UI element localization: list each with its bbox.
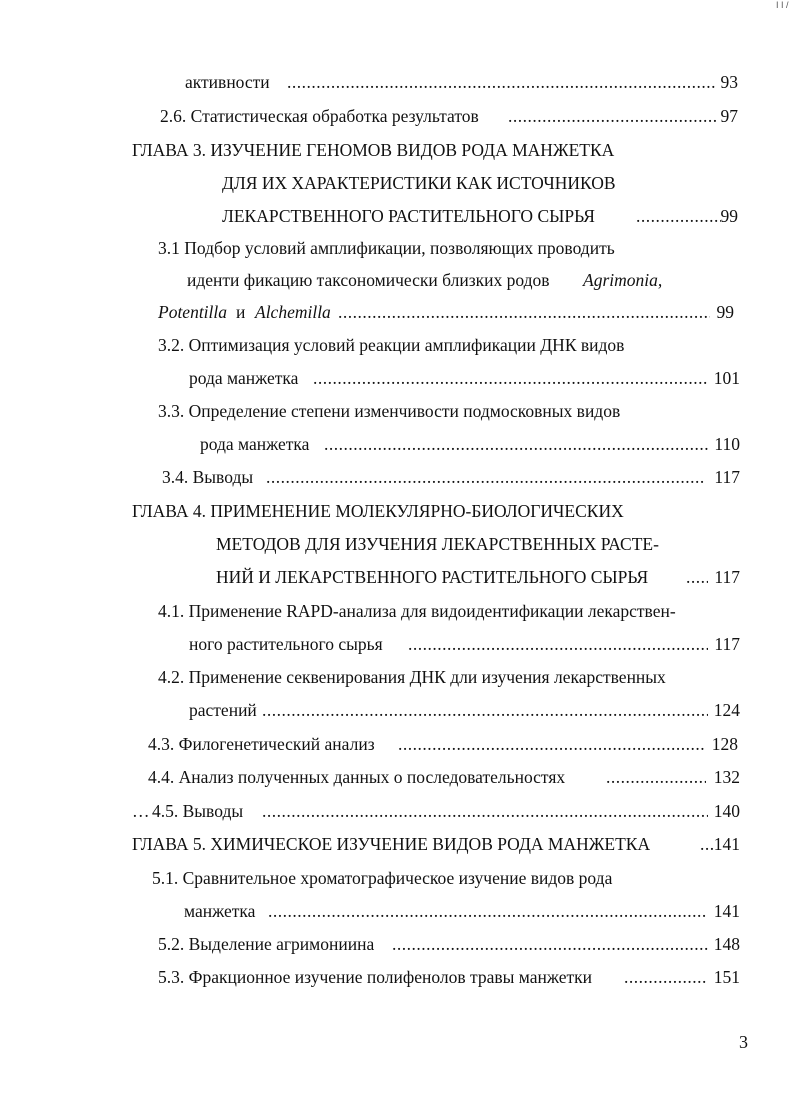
toc-entry-title: 4.3. Филогенетический анализ	[148, 734, 375, 754]
toc-entry-title: 3.2. Оптимизация условий реакции амплификации ДНК видов	[158, 335, 625, 355]
toc-entry	[0, 396, 795, 426]
genus-name: Agrimonia,	[583, 270, 663, 290]
toc-page-number: 141	[713, 834, 740, 854]
genus-name: Potentilla	[158, 302, 228, 322]
toc-entry-title: 5.1. Сравнительное хроматографическое изучение видов рода	[152, 868, 613, 888]
toc-chapter-title: НИЙ И ЛЕКАРСТВЕННОГО РАСТИТЕЛЬНОГО СЫРЬЯ	[216, 567, 649, 587]
toc-leader	[266, 462, 704, 492]
toc-entry	[0, 596, 795, 626]
toc-page-number: 117	[714, 634, 740, 654]
toc-chapter-heading	[0, 529, 795, 559]
toc-entry	[0, 265, 795, 295]
toc-leader	[287, 67, 717, 97]
toc-chapter-title: ЛЕКАРСТВЕННОГО РАСТИТЕЛЬНОГО СЫРЬЯ	[222, 206, 595, 226]
toc-entry	[0, 101, 795, 131]
toc-entry	[0, 429, 795, 459]
toc-leader	[313, 363, 708, 393]
toc-entry	[0, 67, 795, 97]
toc-leader	[392, 929, 708, 959]
toc-leader	[262, 695, 708, 725]
toc-entry	[0, 896, 795, 926]
toc-leader	[338, 297, 710, 327]
toc-leader	[398, 729, 706, 759]
toc-leader	[268, 896, 706, 926]
toc-entry-title: 4.2. Применение секвенирования ДНК дли изучения лекарственных	[158, 667, 666, 687]
toc-leader	[262, 796, 708, 826]
toc-entry-title: 3.4. Выводы	[162, 467, 254, 487]
page-number: 3	[739, 1032, 748, 1052]
toc-page-number: 93	[720, 72, 738, 92]
toc-page-number: 117	[714, 467, 740, 487]
toc-entry	[0, 629, 795, 659]
toc-page-number: 110	[714, 434, 740, 454]
toc-entry	[0, 762, 795, 792]
toc-entry	[0, 297, 795, 327]
toc-page-number: 140	[713, 801, 740, 821]
toc-chapter-title: ГЛАВА 3. ИЗУЧЕНИЕ ГЕНОМОВ ВИДОВ РОДА МАНЖЕТКА	[132, 140, 615, 160]
toc-entry-title: ного растительного сырья	[189, 634, 383, 654]
toc-chapter-heading	[0, 829, 795, 859]
toc-entry-title: манжетка	[184, 901, 256, 921]
toc-entry-title: 2.6. Статистическая обработка результатов	[160, 106, 479, 126]
toc-entry	[0, 929, 795, 959]
toc-entry	[0, 729, 795, 759]
toc-page-number: 132	[713, 767, 740, 787]
toc-entry-title: 5.3. Фракционное изучение полифенолов травы манжетки	[158, 967, 592, 987]
toc-page-number: 151	[713, 967, 740, 987]
toc-chapter-heading	[0, 496, 795, 526]
toc-entry-title: рода манжетка	[189, 368, 299, 388]
toc-chapter-heading	[0, 135, 795, 165]
toc-entry-title: и	[236, 302, 246, 322]
toc-leader	[324, 429, 709, 459]
toc-chapter-title: ДЛЯ ИХ ХАРАКТЕРИСТИКИ КАК ИСТОЧНИКОВ	[222, 173, 616, 193]
toc-page-number: 124	[713, 700, 740, 720]
toc-page-number: 97	[720, 106, 738, 126]
toc-entry-title: 4.1. Применение RAPD-анализа для видоидентификации лекарствен-	[158, 601, 676, 621]
toc-entry	[0, 462, 795, 492]
toc-entry	[0, 863, 795, 893]
genus-name: Alchemilla	[255, 302, 331, 322]
toc-entry	[0, 962, 795, 992]
margin-mark: I I /	[776, 0, 789, 10]
toc-page-number: 117	[714, 567, 740, 587]
toc-entry-title: 5.2. Выделение агримониина	[158, 934, 375, 954]
toc-entry	[0, 662, 795, 692]
toc-chapter-heading	[0, 562, 795, 592]
toc-entry	[0, 233, 795, 263]
toc-chapter-title: ГЛАВА 5. ХИМИЧЕСКОЕ ИЗУЧЕНИЕ ВИДОВ РОДА МАНЖЕТКА	[132, 834, 651, 854]
toc-entry-title: растений	[189, 700, 257, 720]
toc-entry-title: 4.4. Анализ полученных данных о последовательностях	[148, 767, 566, 787]
toc-leader	[508, 101, 718, 131]
toc-chapter-title: ГЛАВА 4. ПРИМЕНЕНИЕ МОЛЕКУЛЯРНО-БИОЛОГИЧЕСКИХ	[132, 501, 624, 521]
toc-leader	[624, 962, 708, 992]
toc-entry-title: 3.1 Подбор условий амплификации, позволяющих проводить	[158, 238, 615, 258]
toc-page-number: 148	[713, 934, 740, 954]
toc-leader	[408, 629, 708, 659]
toc-page-number: 101	[713, 368, 740, 388]
toc-entry-title: 3.3. Определение степени изменчивости подмосковных видов	[158, 401, 621, 421]
toc-entry	[0, 363, 795, 393]
toc-entry-title: иденти фикацию таксономически близких родов	[187, 270, 550, 290]
toc-entry-title: 4.5. Выводы	[152, 801, 244, 821]
toc-entry-prefix: …	[132, 801, 150, 821]
toc-entry	[0, 330, 795, 360]
toc-entry-title: рода манжетка	[200, 434, 310, 454]
toc-entry	[0, 695, 795, 725]
toc-entry-title: активности	[185, 72, 270, 92]
toc-page-number: 99	[720, 206, 738, 226]
toc-page-number: 141	[713, 901, 740, 921]
toc-chapter-heading	[0, 168, 795, 198]
toc-leader	[636, 201, 721, 231]
toc-page-number: 128	[711, 734, 738, 754]
toc-entry	[0, 796, 795, 826]
toc-leader	[606, 762, 706, 792]
toc-page-number: 99	[716, 302, 734, 322]
toc-chapter-title: МЕТОДОВ ДЛЯ ИЗУЧЕНИЯ ЛЕКАРСТВЕННЫХ РАСТЕ-	[216, 534, 659, 554]
toc-chapter-heading	[0, 201, 795, 231]
